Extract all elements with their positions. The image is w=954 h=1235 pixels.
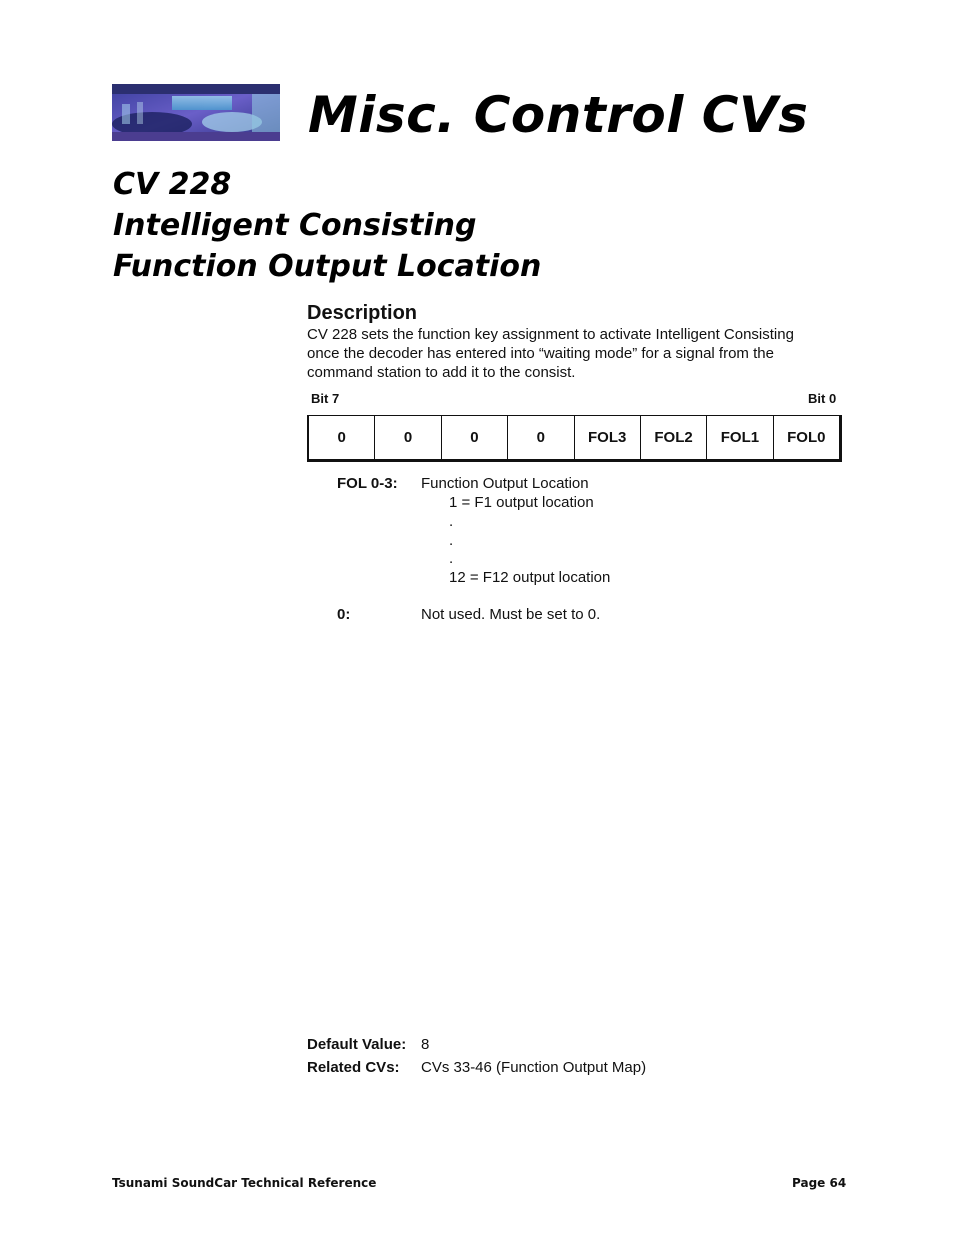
definition-text: 1 = F1 output location (449, 494, 594, 511)
description-line: once the decoder has entered into “waiting mode” for a signal from the (307, 345, 774, 362)
definition-term-zero: 0: (337, 606, 351, 623)
cv-name-line2: Function Output Location (113, 249, 542, 284)
bit-cell-2: FOL2 (641, 416, 707, 459)
footer-document-title: Tsunami SoundCar Technical Reference (112, 1176, 377, 1190)
definition-text: . (449, 513, 454, 530)
cv-number: CV 228 (113, 167, 232, 202)
description-line: CV 228 sets the function key assignment to activate Intelligent Consisting (307, 326, 794, 343)
cv-name-line1: Intelligent Consisting (113, 208, 477, 243)
footer-page-number: Page 64 (792, 1176, 847, 1190)
definition-text: Not used. Must be set to 0. (421, 606, 601, 623)
bit-cell-1: FOL1 (707, 416, 773, 459)
header-banner-image (112, 84, 280, 141)
definition-text: . (449, 532, 454, 549)
definition-text: . (449, 550, 454, 567)
description-text (307, 325, 847, 382)
definition-term-fol: FOL 0-3: (337, 475, 398, 492)
bit-cell-0: FOL0 (787, 429, 826, 446)
bit7-label: Bit 7 (311, 391, 340, 406)
description-line: command station to add it to the consist. (307, 364, 576, 381)
bit-table (307, 415, 842, 462)
related-cvs-label: Related CVs: (307, 1059, 400, 1076)
default-value-label: Default Value: (307, 1036, 407, 1053)
page-title: Misc. Control CVs (308, 86, 809, 144)
definition-text: 12 = F12 output location (449, 569, 611, 586)
default-value: 8 (421, 1036, 430, 1053)
related-cvs-value: CVs 33-46 (Function Output Map) (421, 1059, 647, 1076)
description-heading: Description (307, 302, 418, 324)
bit-cell-7: 0 (309, 416, 375, 459)
bit-cell-5: 0 (442, 416, 508, 459)
definition-text: Function Output Location (421, 475, 589, 492)
bit-cell-6: 0 (375, 416, 441, 459)
bit0-label: Bit 0 (808, 391, 837, 406)
bit-cell-3: FOL3 (575, 416, 641, 459)
bit-cell-4: 0 (508, 416, 574, 459)
cv-heading (113, 164, 541, 287)
